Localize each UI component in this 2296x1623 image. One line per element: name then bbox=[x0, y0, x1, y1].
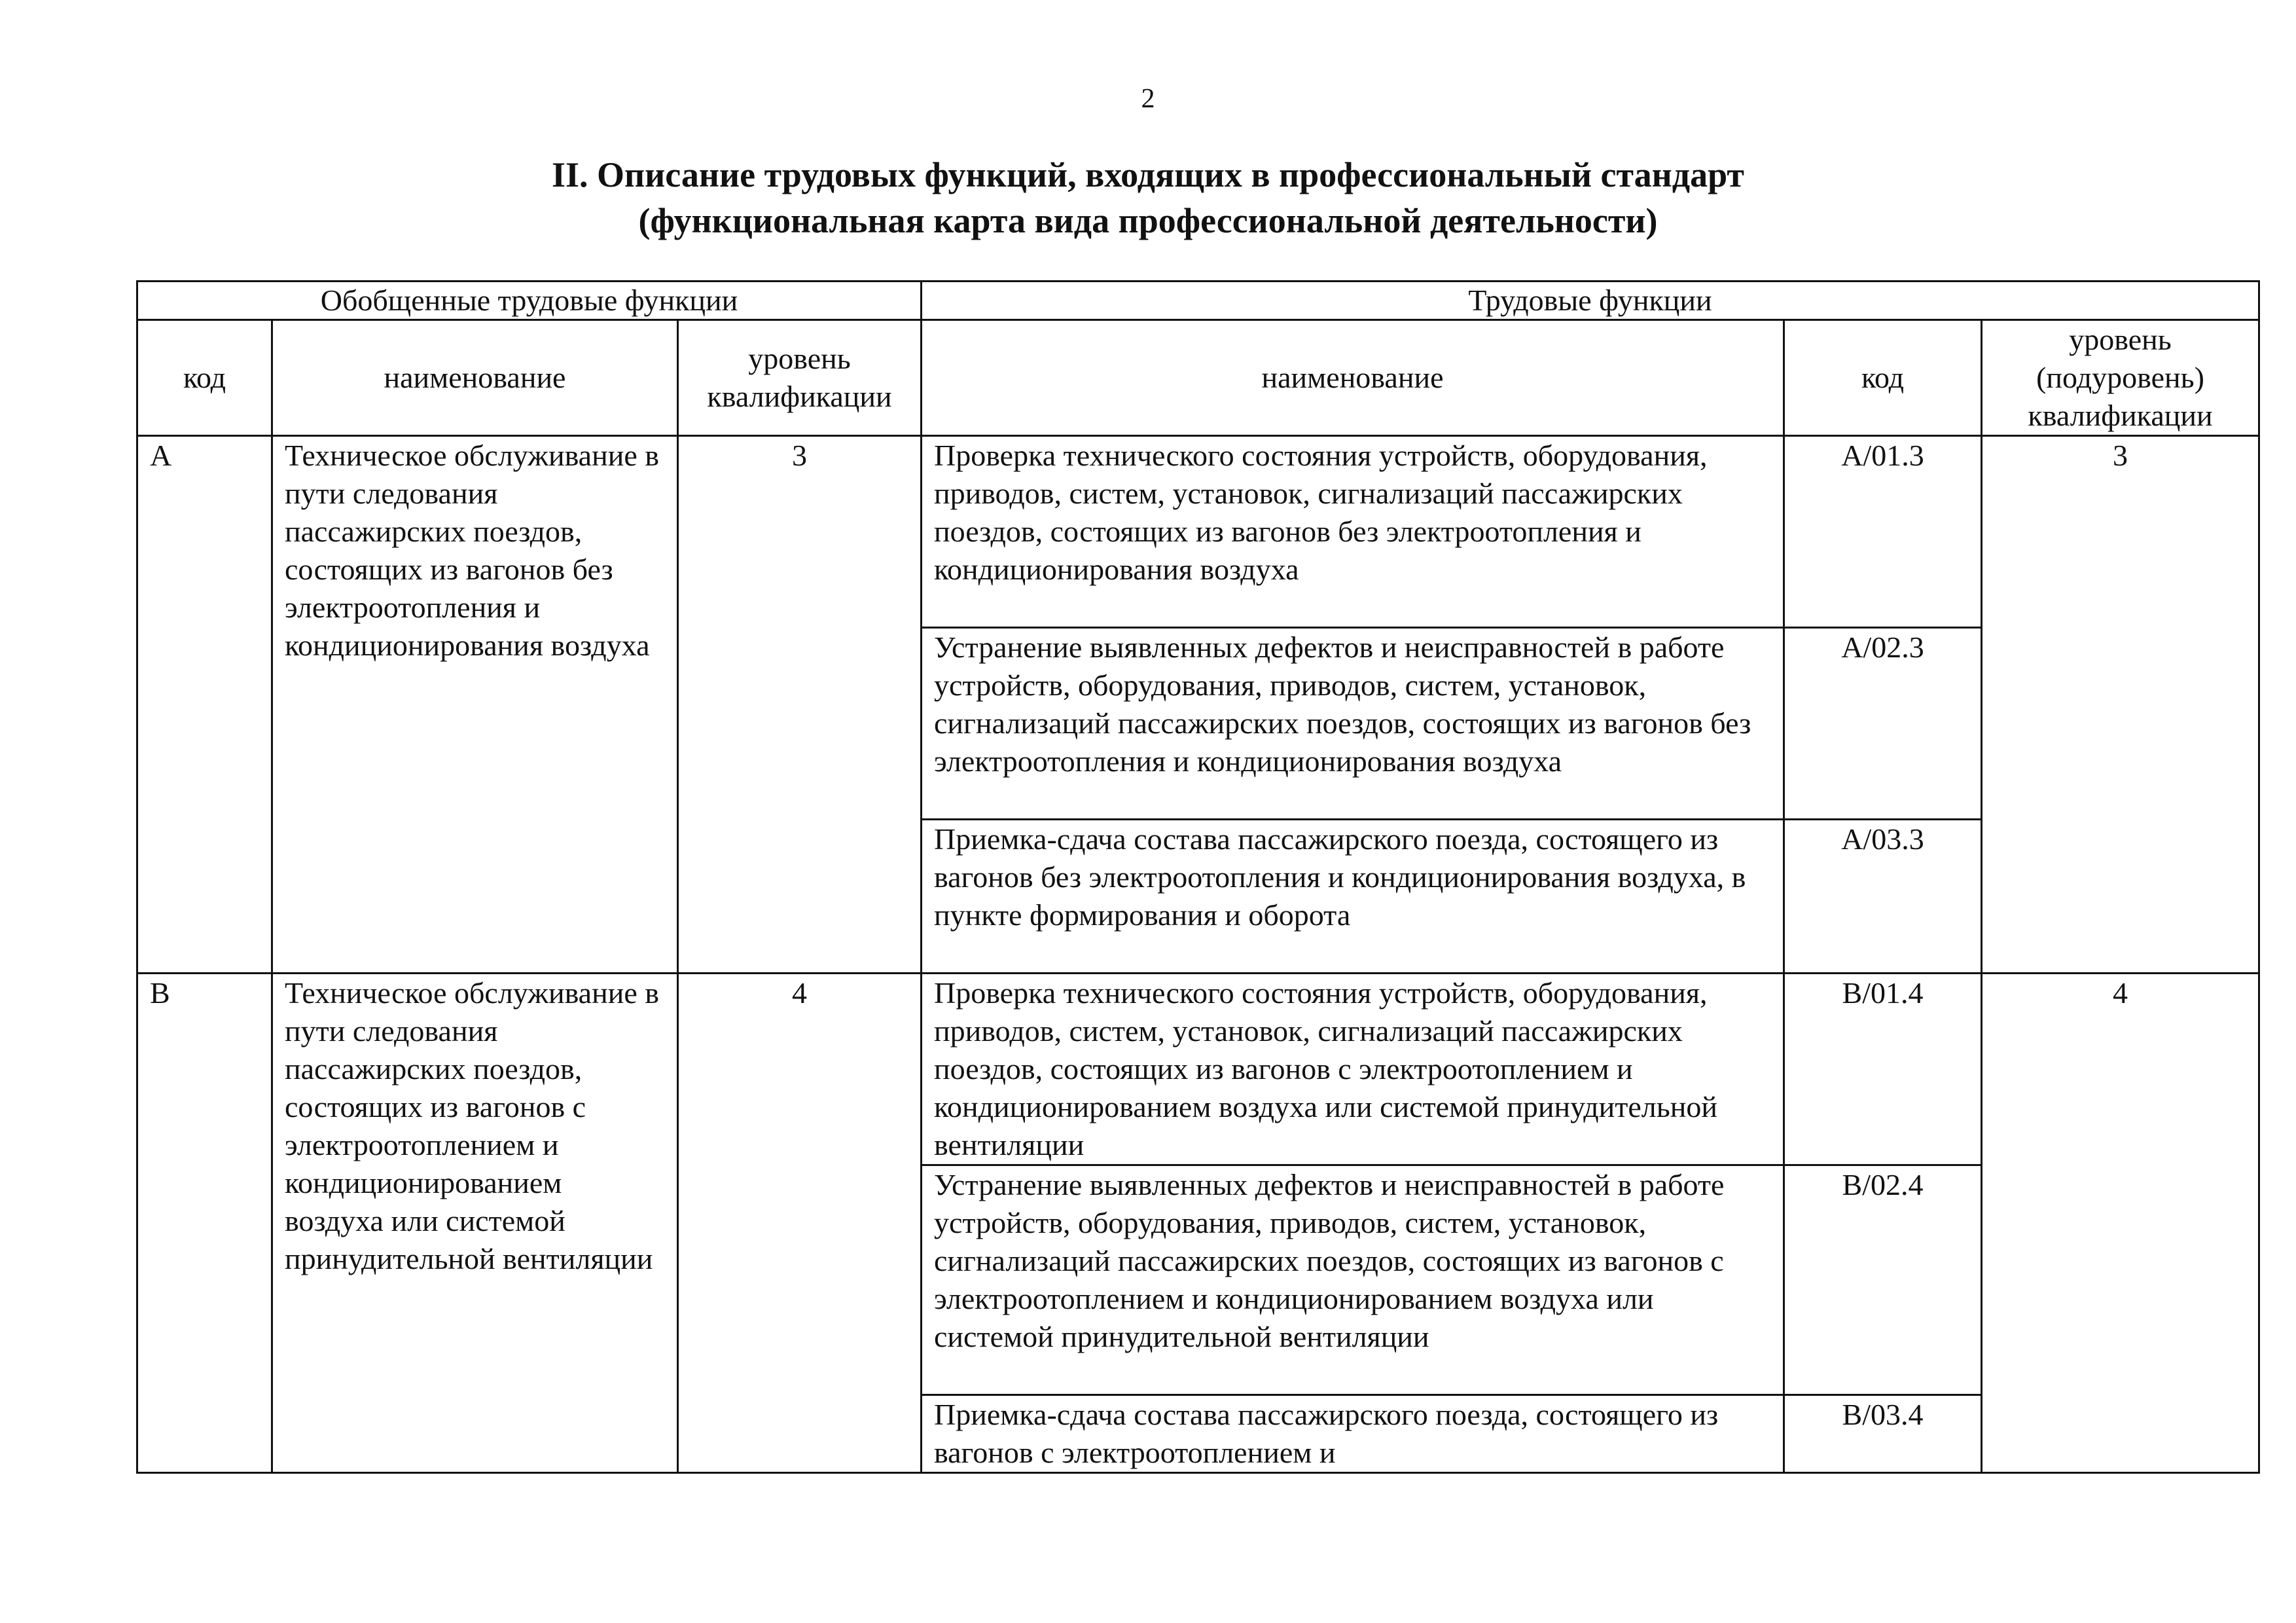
tf-b01-name: Проверка технического состояния устройств, оборудования, приводов, систем, установок, сигнализаций пассажирских поездов, состоящих из вагонов с электроотоплением и кондиционированием воздуха или системой принудительной вентиляции bbox=[922, 974, 1784, 1165]
column-header-row bbox=[137, 320, 2259, 436]
page-number: 2 bbox=[1141, 84, 1155, 114]
labor-functions-header: Трудовые функции bbox=[922, 282, 2259, 320]
section-title-line-2: (функциональная карта вида профессиональной деятельности) bbox=[638, 201, 1658, 240]
tf-level-header: уровень (подуровень) квалификации bbox=[1982, 320, 2259, 436]
table-row bbox=[137, 436, 2259, 628]
tf-a03-code: А/03.3 bbox=[1784, 820, 1982, 974]
tf-b03-name: Приемка-сдача состава пассажирского поезда, состоящего из вагонов с электроотоплением и bbox=[922, 1395, 1784, 1473]
tf-a01-name: Проверка технического состояния устройств, оборудования, приводов, систем, установок, сигнализаций пассажирских поездов, состоящих из вагонов без электроотопления и кондиционирования воздуха bbox=[922, 436, 1784, 628]
gtf-name-header: наименование bbox=[272, 320, 678, 436]
gtf-level-header: уровень квалификации bbox=[678, 320, 922, 436]
gtf-a-code: А bbox=[137, 436, 272, 974]
tf-a01-code: А/01.3 bbox=[1784, 436, 1982, 628]
tf-b03-code: В/03.4 bbox=[1784, 1395, 1982, 1473]
tf-a03-name: Приемка-сдача состава пассажирского поезда, состоящего из вагонов без электроотопления и кондиционирования воздуха, в пункте формирования и оборота bbox=[922, 820, 1784, 974]
tf-name-header: наименование bbox=[922, 320, 1784, 436]
tf-a02-code: А/02.3 bbox=[1784, 628, 1982, 820]
gtf-b-name: Техническое обслуживание в пути следования пассажирских поездов, состоящих из вагонов с электроотоплением и кондиционированием воздуха или системой принудительной вентиляции bbox=[272, 974, 678, 1473]
gtf-a-level: 3 bbox=[678, 436, 922, 974]
section-title bbox=[0, 152, 2296, 244]
gtf-code-header: код bbox=[137, 320, 272, 436]
tf-a02-name: Устранение выявленных дефектов и неисправностей в работе устройств, оборудования, приводов, систем, установок, сигнализаций пассажирских поездов, состоящих из вагонов без электроотопления и кондиционирования воздуха bbox=[922, 628, 1784, 820]
gtf-b-level: 4 bbox=[678, 974, 922, 1473]
tf-b02-name: Устранение выявленных дефектов и неисправностей в работе устройств, оборудования, приводов, систем, установок, сигнализаций пассажирских поездов, состоящих из вагонов с электроотоплением и кондиционированием воздуха или системой принудительной вентиляции bbox=[922, 1165, 1784, 1395]
gtf-b-code: В bbox=[137, 974, 272, 1473]
tf-b01-code: В/01.4 bbox=[1784, 974, 1982, 1165]
section-title-line-1: II. Описание трудовых функций, входящих в профессиональный стандарт bbox=[552, 155, 1744, 194]
tf-a-sublevel: 3 bbox=[1982, 436, 2259, 974]
gtf-a-name: Техническое обслуживание в пути следования пассажирских поездов, состоящих из вагонов без электроотопления и кондиционирования воздуха bbox=[272, 436, 678, 974]
table-row bbox=[137, 974, 2259, 1165]
generalized-functions-header: Обобщенные трудовые функции bbox=[137, 282, 922, 320]
tf-b02-code: В/02.4 bbox=[1784, 1165, 1982, 1395]
tf-code-header: код bbox=[1784, 320, 1982, 436]
functional-map-table bbox=[136, 280, 2260, 1474]
tf-b-sublevel: 4 bbox=[1982, 974, 2259, 1473]
group-header-row bbox=[137, 282, 2259, 320]
